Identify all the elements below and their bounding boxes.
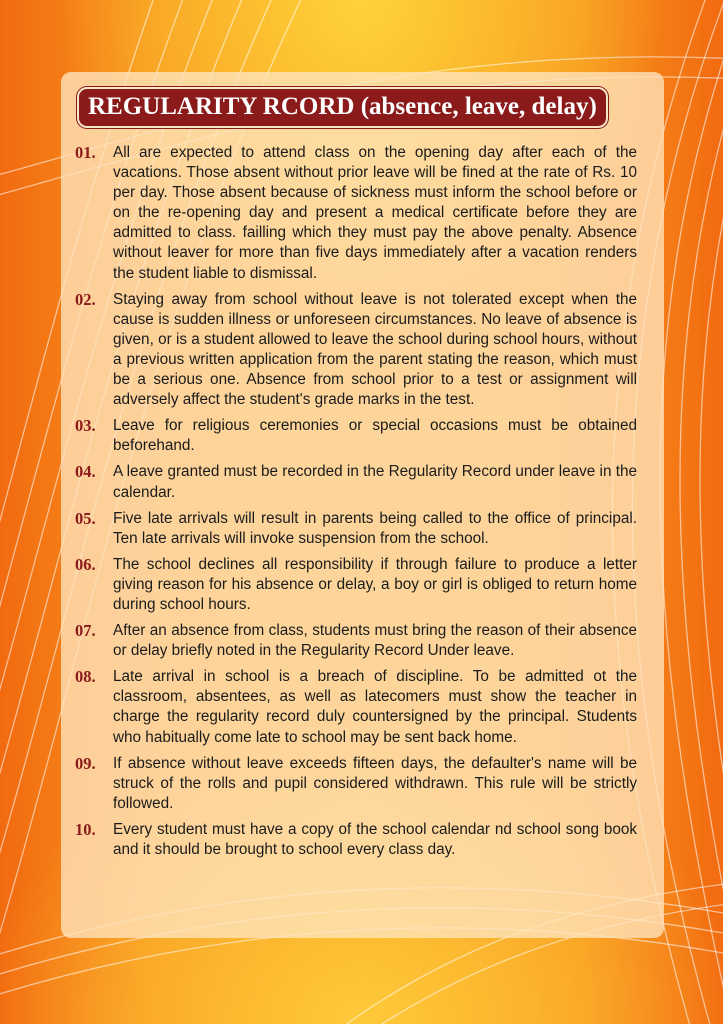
rule-item [75, 621, 637, 661]
rule-item [75, 667, 637, 747]
rule-text: Every student must have a copy of the school calendar nd school song book and it should be brought to school every class day. [113, 820, 637, 858]
rule-number: 08. [75, 667, 96, 687]
rule-item [75, 290, 637, 411]
rule-text: The school declines all responsibility if through failure to produce a letter giving reason for his absence or delay, a boy or girl is obliged to return home during school hours. [113, 555, 637, 613]
rule-text: After an absence from class, students must bring the reason of their absence or delay briefly noted in the Regularity Record Under leave. [113, 622, 637, 660]
rule-text: All are expected to attend class on the opening day after each of the vacations. Those absent without prior leave will be fined at the rate of Rs. 10 per day. Those absent because of sickness must inform the school before or on the re-opening day and present a medical certificate before they are admitted to class. failling which they must pay the above penalty. Absence without leaver for more than five days immediately after a vacation renders the student liable to dismissal. [113, 144, 637, 282]
rule-number: 02. [75, 289, 96, 309]
rule-number: 09. [75, 753, 96, 773]
rule-text: Leave for religious ceremonies or special occasions must be obtained beforehand. [113, 417, 637, 455]
rule-item [75, 416, 637, 456]
rule-number: 05. [75, 508, 96, 528]
rule-text: A leave granted must be recorded in the Regularity Record under leave in the calendar. [113, 463, 637, 501]
rule-number: 10. [75, 819, 96, 839]
rule-item [75, 462, 637, 502]
rule-number: 03. [75, 416, 96, 436]
rule-text: Late arrival in school is a breach of discipline. To be admitted ot the classroom, absentees, as well as latecomers must show the teacher in charge the regularity record duly countersigned by the principal. Students who habitually come late to school may be sent back home. [113, 668, 637, 746]
rule-item [75, 555, 637, 615]
rule-number: 01. [75, 143, 96, 162]
rule-item [75, 509, 637, 549]
rule-number: 07. [75, 621, 96, 641]
rule-text: Staying away from school without leave is not tolerated except when the cause is sudden illness or unforeseen circumstances. No leave of absence is given, or is a student allowed to leave the school during school hours, without a previous written application from the parent stating the reason, which must be a serious one. Absence from school prior to a test or assignment will adversely affect the student's grade marks in the test. [113, 290, 637, 409]
rule-text: If absence without leave exceeds fifteen days, the defaulter's name will be struck of the rolls and pupil considered withdrawn. This rule will be strictly followed. [113, 754, 637, 812]
rules-list [75, 143, 637, 866]
rule-text: Five late arrivals will result in parents being called to the office of principal. Ten late arrivals will invoke suspension from the school. [113, 509, 637, 547]
rule-number: 04. [75, 462, 96, 482]
rule-item [75, 143, 637, 284]
page-title: REGULARITY RCORD (absence, leave, delay) [77, 87, 608, 128]
rule-item [75, 754, 637, 814]
rule-number: 06. [75, 554, 96, 574]
rule-item [75, 820, 637, 860]
